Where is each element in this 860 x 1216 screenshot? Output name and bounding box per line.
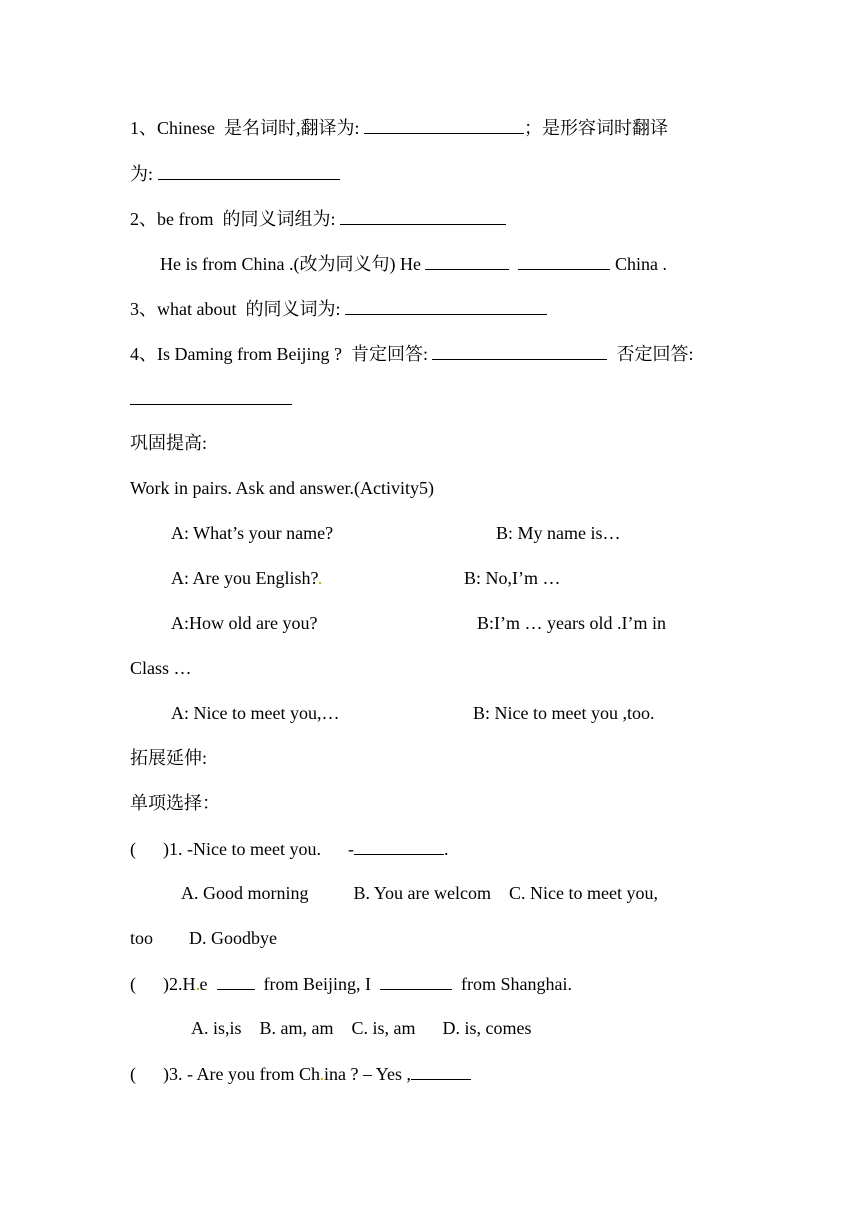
mc-q1-stem: ( )1. -Nice to meet you. - xyxy=(130,839,354,859)
mc-q1-options-wrap: too D. Goodbye xyxy=(130,928,277,948)
question-2-sub xyxy=(160,251,667,276)
section-extend: 拓展延伸: xyxy=(130,748,208,768)
section-choice: 单项选择： xyxy=(130,793,220,813)
dialog-row-3-b: B:I’m … years old .I’m in xyxy=(477,613,666,633)
question-2 xyxy=(130,206,506,231)
mark-dot xyxy=(197,988,199,990)
q4-blank-no[interactable] xyxy=(130,386,292,405)
question-1 xyxy=(130,115,668,140)
q2-sub-blank-2[interactable] xyxy=(518,251,610,270)
q2-sub-blank-1[interactable] xyxy=(425,251,509,270)
question-4-wrap xyxy=(130,386,292,411)
q3-blank[interactable] xyxy=(345,296,547,315)
mc-q2-blank-1[interactable] xyxy=(217,971,255,990)
dialog-row-1-b: B: My name is… xyxy=(496,523,621,543)
mc-question-1 xyxy=(130,836,448,861)
q2-sub-end: China . xyxy=(610,254,667,274)
mc-q1-options: A. Good morning B. You are welcom C. Nice to meet you, xyxy=(181,883,658,903)
mc-q2-stem-b: e xyxy=(199,974,217,994)
mc-q1-end: . xyxy=(443,839,449,859)
mark-dot xyxy=(321,1078,323,1080)
mc-q2-blank-2[interactable] xyxy=(380,971,452,990)
q2-label: 2、be from 的同义词组为: xyxy=(130,209,340,229)
q3-label: 3、what about 的同义词为: xyxy=(130,299,345,319)
mc-q2-end: from Shanghai. xyxy=(451,974,572,994)
mc-q2-mid: from Beijing, I xyxy=(254,974,380,994)
activity-intro: Work in pairs. Ask and answer.(Activity5) xyxy=(130,478,434,498)
dialog-row-4-a: A: Nice to meet you,… xyxy=(171,703,340,723)
mc-q3-stem-b: ina ? – Yes , xyxy=(323,1064,411,1084)
dialog-row-4-b: B: Nice to meet you ,too. xyxy=(473,703,655,723)
section-consolidate: 巩固提高: xyxy=(130,433,208,453)
dialog-row-2-a-text: A: Are you English? xyxy=(171,568,319,588)
q1-blank-adj[interactable] xyxy=(158,161,340,180)
q1-label-adj: ；是形容词时翻译 xyxy=(524,118,668,138)
question-3 xyxy=(130,296,547,321)
q4-blank-yes[interactable] xyxy=(432,341,607,360)
mc-q2-stem-a: ( )2.H xyxy=(130,974,196,994)
q1-label: 1、Chinese 是名词时,翻译为: xyxy=(130,118,364,138)
dialog-row-2-b: B: No,I’m … xyxy=(464,568,561,588)
mc-q3-stem-a: ( )3. - Are you from Ch xyxy=(130,1064,320,1084)
q4-label-no: 否定回答: xyxy=(607,344,694,364)
mc-q3-blank[interactable] xyxy=(411,1061,471,1080)
q2-sub-label: He is from China .(改为同义句) He xyxy=(160,254,426,274)
dialog-row-3-wrap: Class … xyxy=(130,658,192,678)
mc-q1-blank[interactable] xyxy=(354,836,444,855)
mark-dot xyxy=(319,582,321,584)
q1-label-wrap: 为: xyxy=(130,164,158,184)
dialog-row-2-a xyxy=(171,566,322,590)
question-4 xyxy=(130,341,693,366)
q1-blank-noun[interactable] xyxy=(364,115,524,134)
mc-question-3 xyxy=(130,1061,471,1086)
q2-blank[interactable] xyxy=(340,206,506,225)
q4-label: 4、Is Daming from Beijing ? 肯定回答: xyxy=(130,344,433,364)
question-1-wrap xyxy=(130,161,340,186)
dialog-row-3-a: A:How old are you? xyxy=(171,613,318,633)
mc-question-2 xyxy=(130,971,572,996)
mc-q2-options: A. is,is B. am, am C. is, am D. is, comes xyxy=(191,1018,532,1038)
dialog-row-1-a: A: What’s your name? xyxy=(171,523,334,543)
